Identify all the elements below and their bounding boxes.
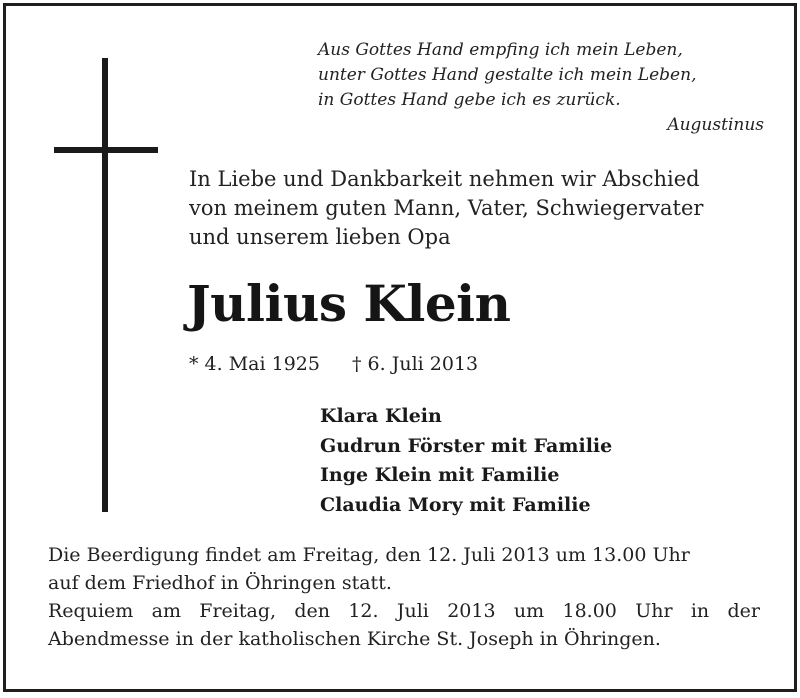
mourners-list <box>320 402 612 520</box>
intro-line-1: In Liebe und Dankbarkeit nehmen wir Abschied <box>189 167 700 191</box>
cross-vertical-bar <box>102 58 108 512</box>
intro-line-3: und unserem lieben Opa <box>189 225 451 249</box>
mourner-3: Inge Klein mit Familie <box>320 464 560 486</box>
quote-author: Augustinus <box>667 115 764 135</box>
requiem-line-1: Requiem am Freitag, den 12. Juli 2013 um 18.00 Uhr in der <box>48 600 760 622</box>
birth-date: * 4. Mai 1925 <box>189 353 320 375</box>
bible-quote <box>318 38 766 138</box>
intro-line-2: von meinem guten Mann, Vater, Schwiegervater <box>189 196 704 220</box>
death-date: † 6. Juli 2013 <box>352 353 479 375</box>
funeral-details <box>48 541 760 653</box>
quote-line-3: in Gottes Hand gebe ich es zurück. <box>318 90 621 110</box>
requiem-line-2: Abendmesse in der katholischen Kirche St. Joseph in Öhringen. <box>48 628 661 650</box>
mourner-2: Gudrun Förster mit Familie <box>320 434 613 457</box>
deceased-name: Julius Klein <box>187 274 511 333</box>
obituary-notice <box>3 3 797 692</box>
mourner-4: Claudia Mory mit Familie <box>320 493 591 516</box>
funeral-line-2: auf dem Friedhof in Öhringen statt. <box>48 572 392 594</box>
funeral-line-1: Die Beerdigung findet am Freitag, den 12. Juli 2013 um 13.00 Uhr <box>48 544 690 566</box>
quote-line-2: unter Gottes Hand gestalte ich mein Leben, <box>318 65 697 85</box>
life-dates <box>189 350 478 378</box>
farewell-intro <box>189 165 703 252</box>
cross-icon <box>54 58 158 512</box>
mourner-1: Klara Klein <box>320 405 442 427</box>
cross-horizontal-bar <box>54 147 158 153</box>
quote-line-1: Aus Gottes Hand empfing ich mein Leben, <box>318 40 683 60</box>
